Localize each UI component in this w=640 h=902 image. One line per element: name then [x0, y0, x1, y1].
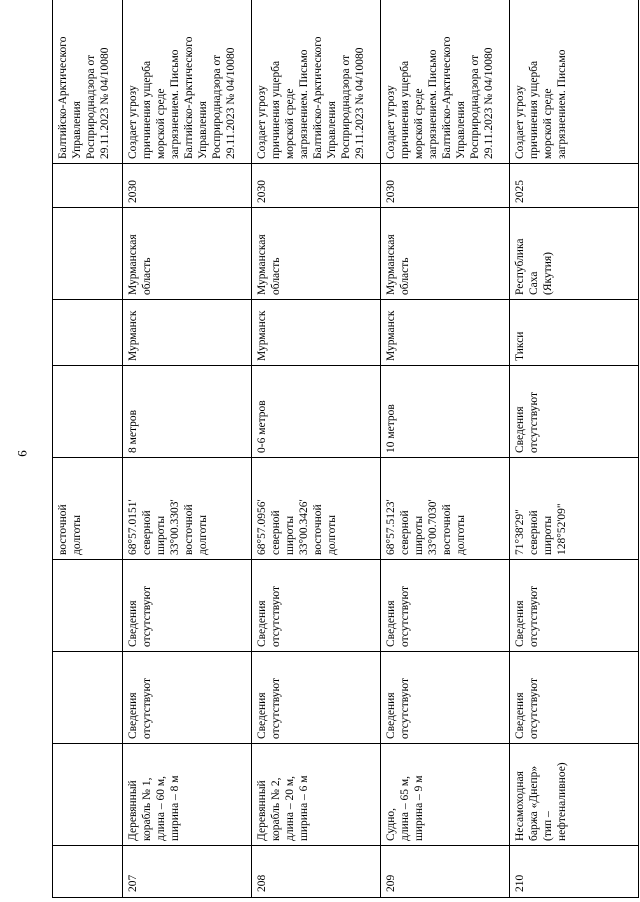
info-a-text: Сведения отсутствуют	[385, 677, 412, 739]
depth-text: 8 метров	[127, 409, 139, 453]
row-number-text: 210	[514, 874, 526, 892]
object-name-cell	[381, 744, 510, 846]
year-cell	[53, 164, 123, 208]
region-text: Мурманская область	[385, 234, 412, 295]
region-text: Мурманская область	[256, 234, 283, 295]
table-row	[123, 0, 252, 898]
object-name-text: Судно, длина – 65 м, ширина – 9 м	[385, 775, 426, 841]
coordinates-cell	[252, 458, 381, 560]
object-name-cell	[252, 744, 381, 846]
rotated-table-wrapper	[52, 36, 596, 898]
table-row	[53, 0, 123, 898]
coordinates-cell	[53, 458, 123, 560]
depth-cell	[381, 366, 510, 458]
info-cell-a	[252, 652, 381, 744]
year-text: 2030	[385, 180, 397, 203]
port-text: Тикси	[514, 331, 526, 361]
object-name-cell	[510, 744, 639, 846]
year-cell	[381, 164, 510, 208]
year-text: 2030	[127, 180, 139, 203]
year-text: 2030	[256, 180, 268, 203]
coordinates-text: восточной долготы	[57, 504, 84, 555]
depth-cell	[252, 366, 381, 458]
region-text: Республика Саха (Якутия)	[514, 238, 555, 295]
port-cell	[252, 300, 381, 366]
info-cell-b	[510, 560, 639, 652]
sunken-vessels-table	[52, 0, 639, 898]
info-b-text: Сведения отсутствуют	[514, 585, 541, 647]
year-cell	[252, 164, 381, 208]
note-cell	[123, 0, 252, 164]
note-text: Создает угрозу причинения ущерба морской среде загрязнением. Письмо Балтийско-Арктического Управления Росприроднадзора от 29.11.2023 № 04/10080	[127, 36, 238, 159]
coordinates-text: 68°57.0151' северной широты 33°00.3303' восточной долготы	[127, 499, 210, 555]
depth-text: 0-6 метров	[256, 400, 268, 453]
info-cell-a	[53, 652, 123, 744]
note-text: Создает угрозу причинения ущерба морской среде загрязнением. Письмо	[514, 49, 569, 159]
note-text: Создает угрозу причинения ущерба морской среде загрязнением. Письмо Балтийско-Арктического Управления Росприроднадзора от 29.11.2023 № 04/10080	[256, 36, 367, 159]
object-name-text: Деревянный корабль № 1, длина – 60 м, ширина – 8 м	[127, 775, 182, 841]
region-cell	[510, 208, 639, 300]
depth-text: Сведения отсутствуют	[514, 391, 541, 453]
info-b-text: Сведения отсутствуют	[385, 585, 412, 647]
year-text: 2025	[514, 180, 526, 203]
port-text: Мурманск	[385, 310, 397, 361]
row-number-cell	[510, 846, 639, 898]
info-a-text: Сведения отсутствуют	[256, 677, 283, 739]
depth-cell	[123, 366, 252, 458]
note-cell	[252, 0, 381, 164]
info-a-text: Сведения отсутствуют	[514, 677, 541, 739]
row-number-text: 207	[127, 874, 139, 892]
note-text: Балтийско-Арктического Управления Росприроднадзора от 29.11.2023 № 04/10080	[57, 36, 112, 159]
region-cell	[381, 208, 510, 300]
port-cell	[510, 300, 639, 366]
depth-text: 10 метров	[385, 404, 397, 453]
object-name-text: Деревянный корабль № 2, длина – 20 м, ширина – 6 м	[256, 775, 311, 841]
info-cell-b	[123, 560, 252, 652]
port-cell	[381, 300, 510, 366]
port-cell	[123, 300, 252, 366]
row-number-cell	[123, 846, 252, 898]
info-cell-b	[381, 560, 510, 652]
info-cell-a	[381, 652, 510, 744]
table-row	[381, 0, 510, 898]
region-cell	[123, 208, 252, 300]
note-text: Создает угрозу причинения ущерба морской среде загрязнением. Письмо Балтийско-Арктического Управления Росприроднадзора от 29.11.2023 № 04/10080	[385, 36, 496, 159]
coordinates-cell	[381, 458, 510, 560]
depth-cell	[510, 366, 639, 458]
coordinates-text: 71°38'29" северной широты 128°52'09"	[514, 503, 569, 555]
info-a-text: Сведения отсутствуют	[127, 677, 154, 739]
table-body	[53, 0, 639, 898]
port-text: Мурманск	[256, 310, 268, 361]
coordinates-text: 68°57.0956' северной широты 33°00.3426' восточной долготы	[256, 499, 339, 555]
info-cell-a	[123, 652, 252, 744]
info-cell-b	[252, 560, 381, 652]
row-number-cell	[252, 846, 381, 898]
row-number-cell	[381, 846, 510, 898]
region-cell	[252, 208, 381, 300]
info-cell-b	[53, 560, 123, 652]
info-b-text: Сведения отсутствуют	[127, 585, 154, 647]
port-cell	[53, 300, 123, 366]
row-number-text: 208	[256, 874, 268, 892]
note-cell	[510, 0, 639, 164]
object-name-cell	[53, 744, 123, 846]
object-name-cell	[123, 744, 252, 846]
row-number-cell	[53, 846, 123, 898]
info-b-text: Сведения отсутствуют	[256, 585, 283, 647]
table-row	[252, 0, 381, 898]
row-number-text: 209	[385, 874, 397, 892]
note-cell	[381, 0, 510, 164]
coordinates-cell	[510, 458, 639, 560]
object-name-text: Несамоходная баржа «Днепр» (тип – нефтеналивное)	[514, 762, 569, 841]
region-cell	[53, 208, 123, 300]
year-cell	[510, 164, 639, 208]
info-cell-a	[510, 652, 639, 744]
note-cell	[53, 0, 123, 164]
coordinates-cell	[123, 458, 252, 560]
region-text: Мурманская область	[127, 234, 154, 295]
depth-cell	[53, 366, 123, 458]
page-number: 9	[14, 450, 30, 457]
table-row	[510, 0, 639, 898]
coordinates-text: 68°57.5123' северной широты 33°00.7030' восточной долготы	[385, 499, 468, 555]
year-cell	[123, 164, 252, 208]
port-text: Мурманск	[127, 310, 139, 361]
